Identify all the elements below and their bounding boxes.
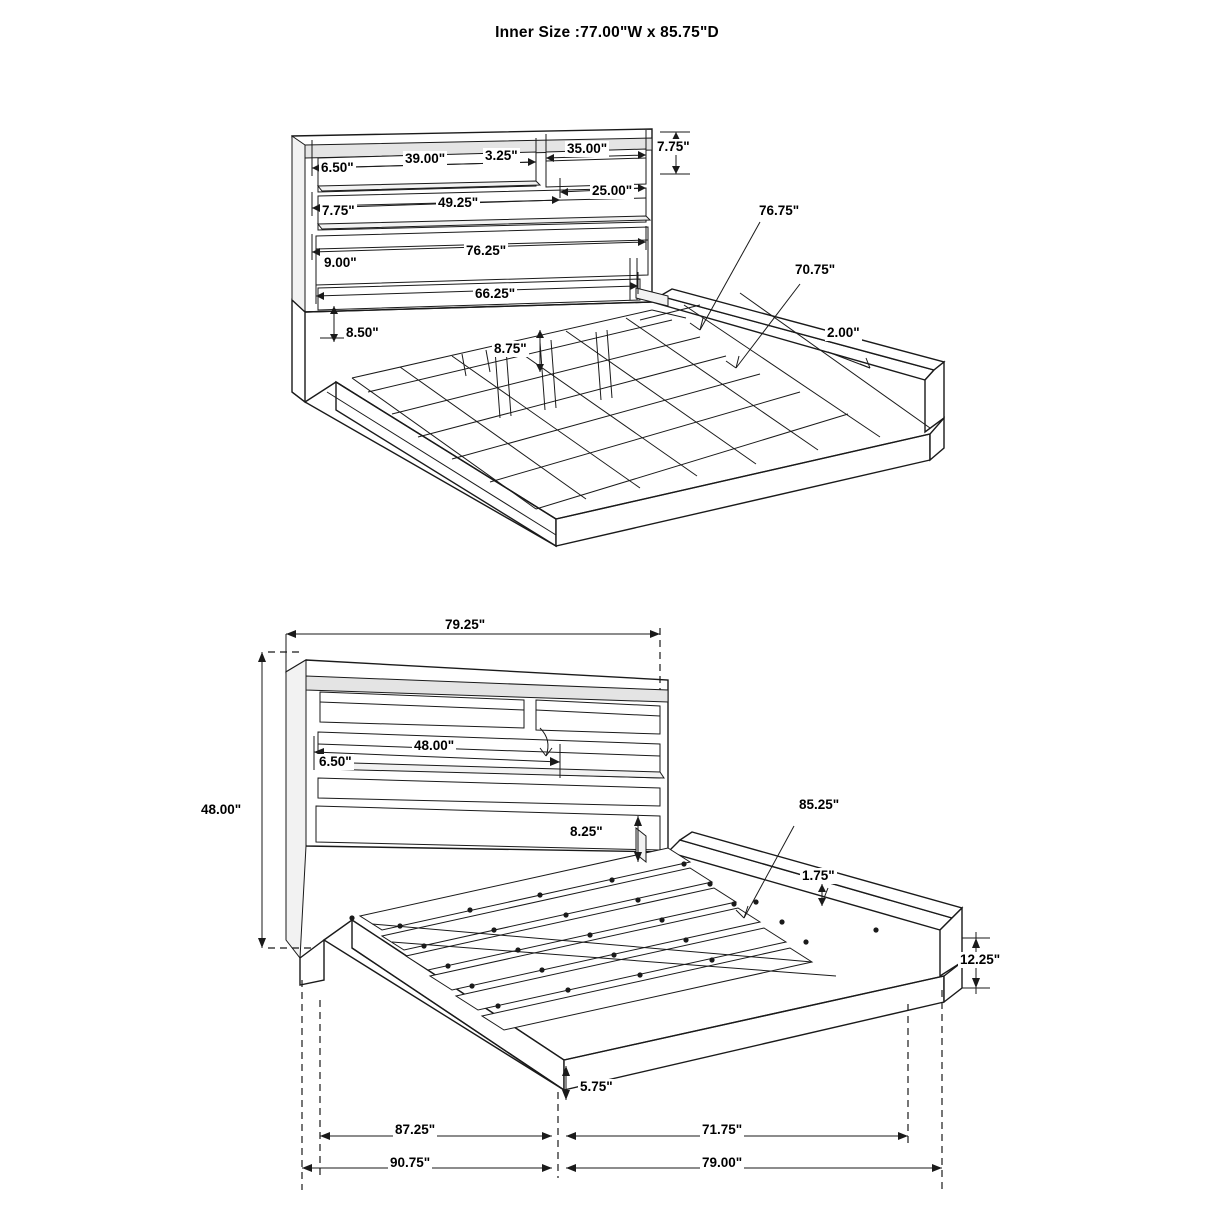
dim-12-25: 12.25" [960,952,1001,967]
dim-5-75: 5.75" [580,1079,613,1094]
dim-9-00: 9.00" [324,255,357,270]
dim-6-50-bottom: 6.50" [319,754,352,769]
dim-2-00: 2.00" [827,325,860,340]
page-title: Inner Size :77.00"W x 85.75"D [495,24,719,41]
dim-25-00: 25.00" [592,183,633,198]
dim-8-75: 8.75" [494,341,527,356]
dim-87-25: 87.25" [395,1122,436,1137]
dim-7-75-right: 7.75" [657,139,690,154]
dim-3-25: 3.25" [485,148,518,163]
dim-76-25: 76.25" [466,243,507,258]
dim-76-75: 76.75" [759,203,800,218]
dim-48-00-height: 48.00" [201,802,242,817]
dim-39-00: 39.00" [405,151,446,166]
dim-66-25: 66.25" [475,286,516,301]
dim-71-75: 71.75" [702,1122,743,1137]
dim-7-75-left: 7.75" [322,203,355,218]
dim-8-25: 8.25" [570,824,603,839]
dim-35-00: 35.00" [567,141,608,156]
bottom-perspective-view [258,628,990,1190]
dim-79-00: 79.00" [702,1155,743,1170]
dim-1-75: 1.75" [802,868,835,883]
dim-70-75: 70.75" [795,262,836,277]
dim-6-50-top: 6.50" [321,160,354,175]
dim-8-50: 8.50" [346,325,379,340]
dim-48-00-inner: 48.00" [414,738,455,753]
dim-90-75: 90.75" [390,1155,431,1170]
dim-79-25: 79.25" [445,617,486,632]
dim-49-25: 49.25" [438,195,479,210]
dim-85-25: 85.25" [799,797,840,812]
